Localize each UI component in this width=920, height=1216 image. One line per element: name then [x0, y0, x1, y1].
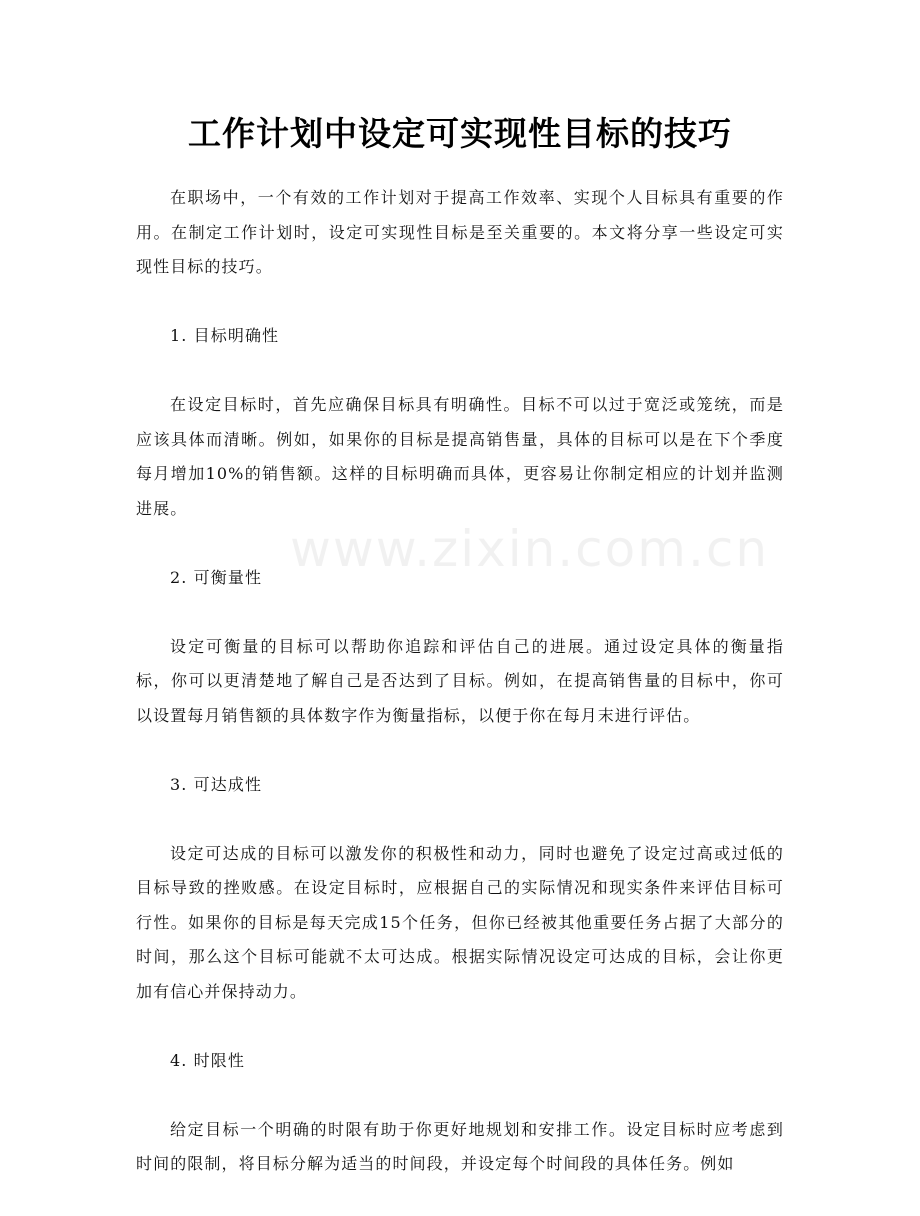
section-heading-4: 4. 时限性 — [170, 1050, 245, 1070]
section-heading-2: 2. 可衡量性 — [170, 567, 263, 587]
intro-paragraph: 在职场中，一个有效的工作计划对于提高工作效率、实现个人目标具有重要的作用。在制定工作计划时，设定可实现性目标是至关重要的。本文将分享一些设定可实现性目标的技巧。 — [136, 188, 784, 276]
section-heading-1: 1. 目标明确性 — [170, 326, 280, 345]
section-body-2: 设定可衡量的目标可以帮助你追踪和评估自己的进展。通过设定具体的衡量指标，你可以更清楚地了解自己是否达到了目标。例如，在提高销售量的目标中，你可以设置每月销售额的具体数字作为衡量指标，以便于你在每月末进行评估。 — [136, 636, 784, 725]
document-body — [136, 181, 784, 1216]
watermark: www.zixin.com.cn — [290, 520, 770, 578]
section-body-1: 在设定目标时，首先应确保目标具有明确性。目标不可以过于宽泛或笼统，而是应该具体而清晰。例如，如果你的目标是提高销售量，具体的目标可以是在下个季度每月增加10%的销售额。这样的目标明确而具体，更容易让你制定相应的计划并监测进展。 — [136, 395, 784, 518]
section-body-4: 给定目标一个明确的时限有助于你更好地规划和安排工作。设定目标时应考虑到时间的限制，将目标分解为适当的时间段，并设定每个时间段的具体任务。例如 — [136, 1119, 784, 1173]
document-title: 工作计划中设定可实现性目标的技巧 — [188, 114, 732, 153]
section-body-3: 设定可达成的目标可以激发你的积极性和动力，同时也避免了设定过高或过低的目标导致的挫败感。在设定目标时，应根据自己的实际情况和现实条件来评估目标可行性。如果你的目标是每天完成15个任务，但你已经被其他重要任务占据了大部分的时间，那么这个目标可能就不太可达成。根据实际情况设定可达成的目标，会让你更加有信心并保持动力。 — [136, 843, 784, 1001]
section-heading-3: 3. 可达成性 — [170, 774, 263, 794]
